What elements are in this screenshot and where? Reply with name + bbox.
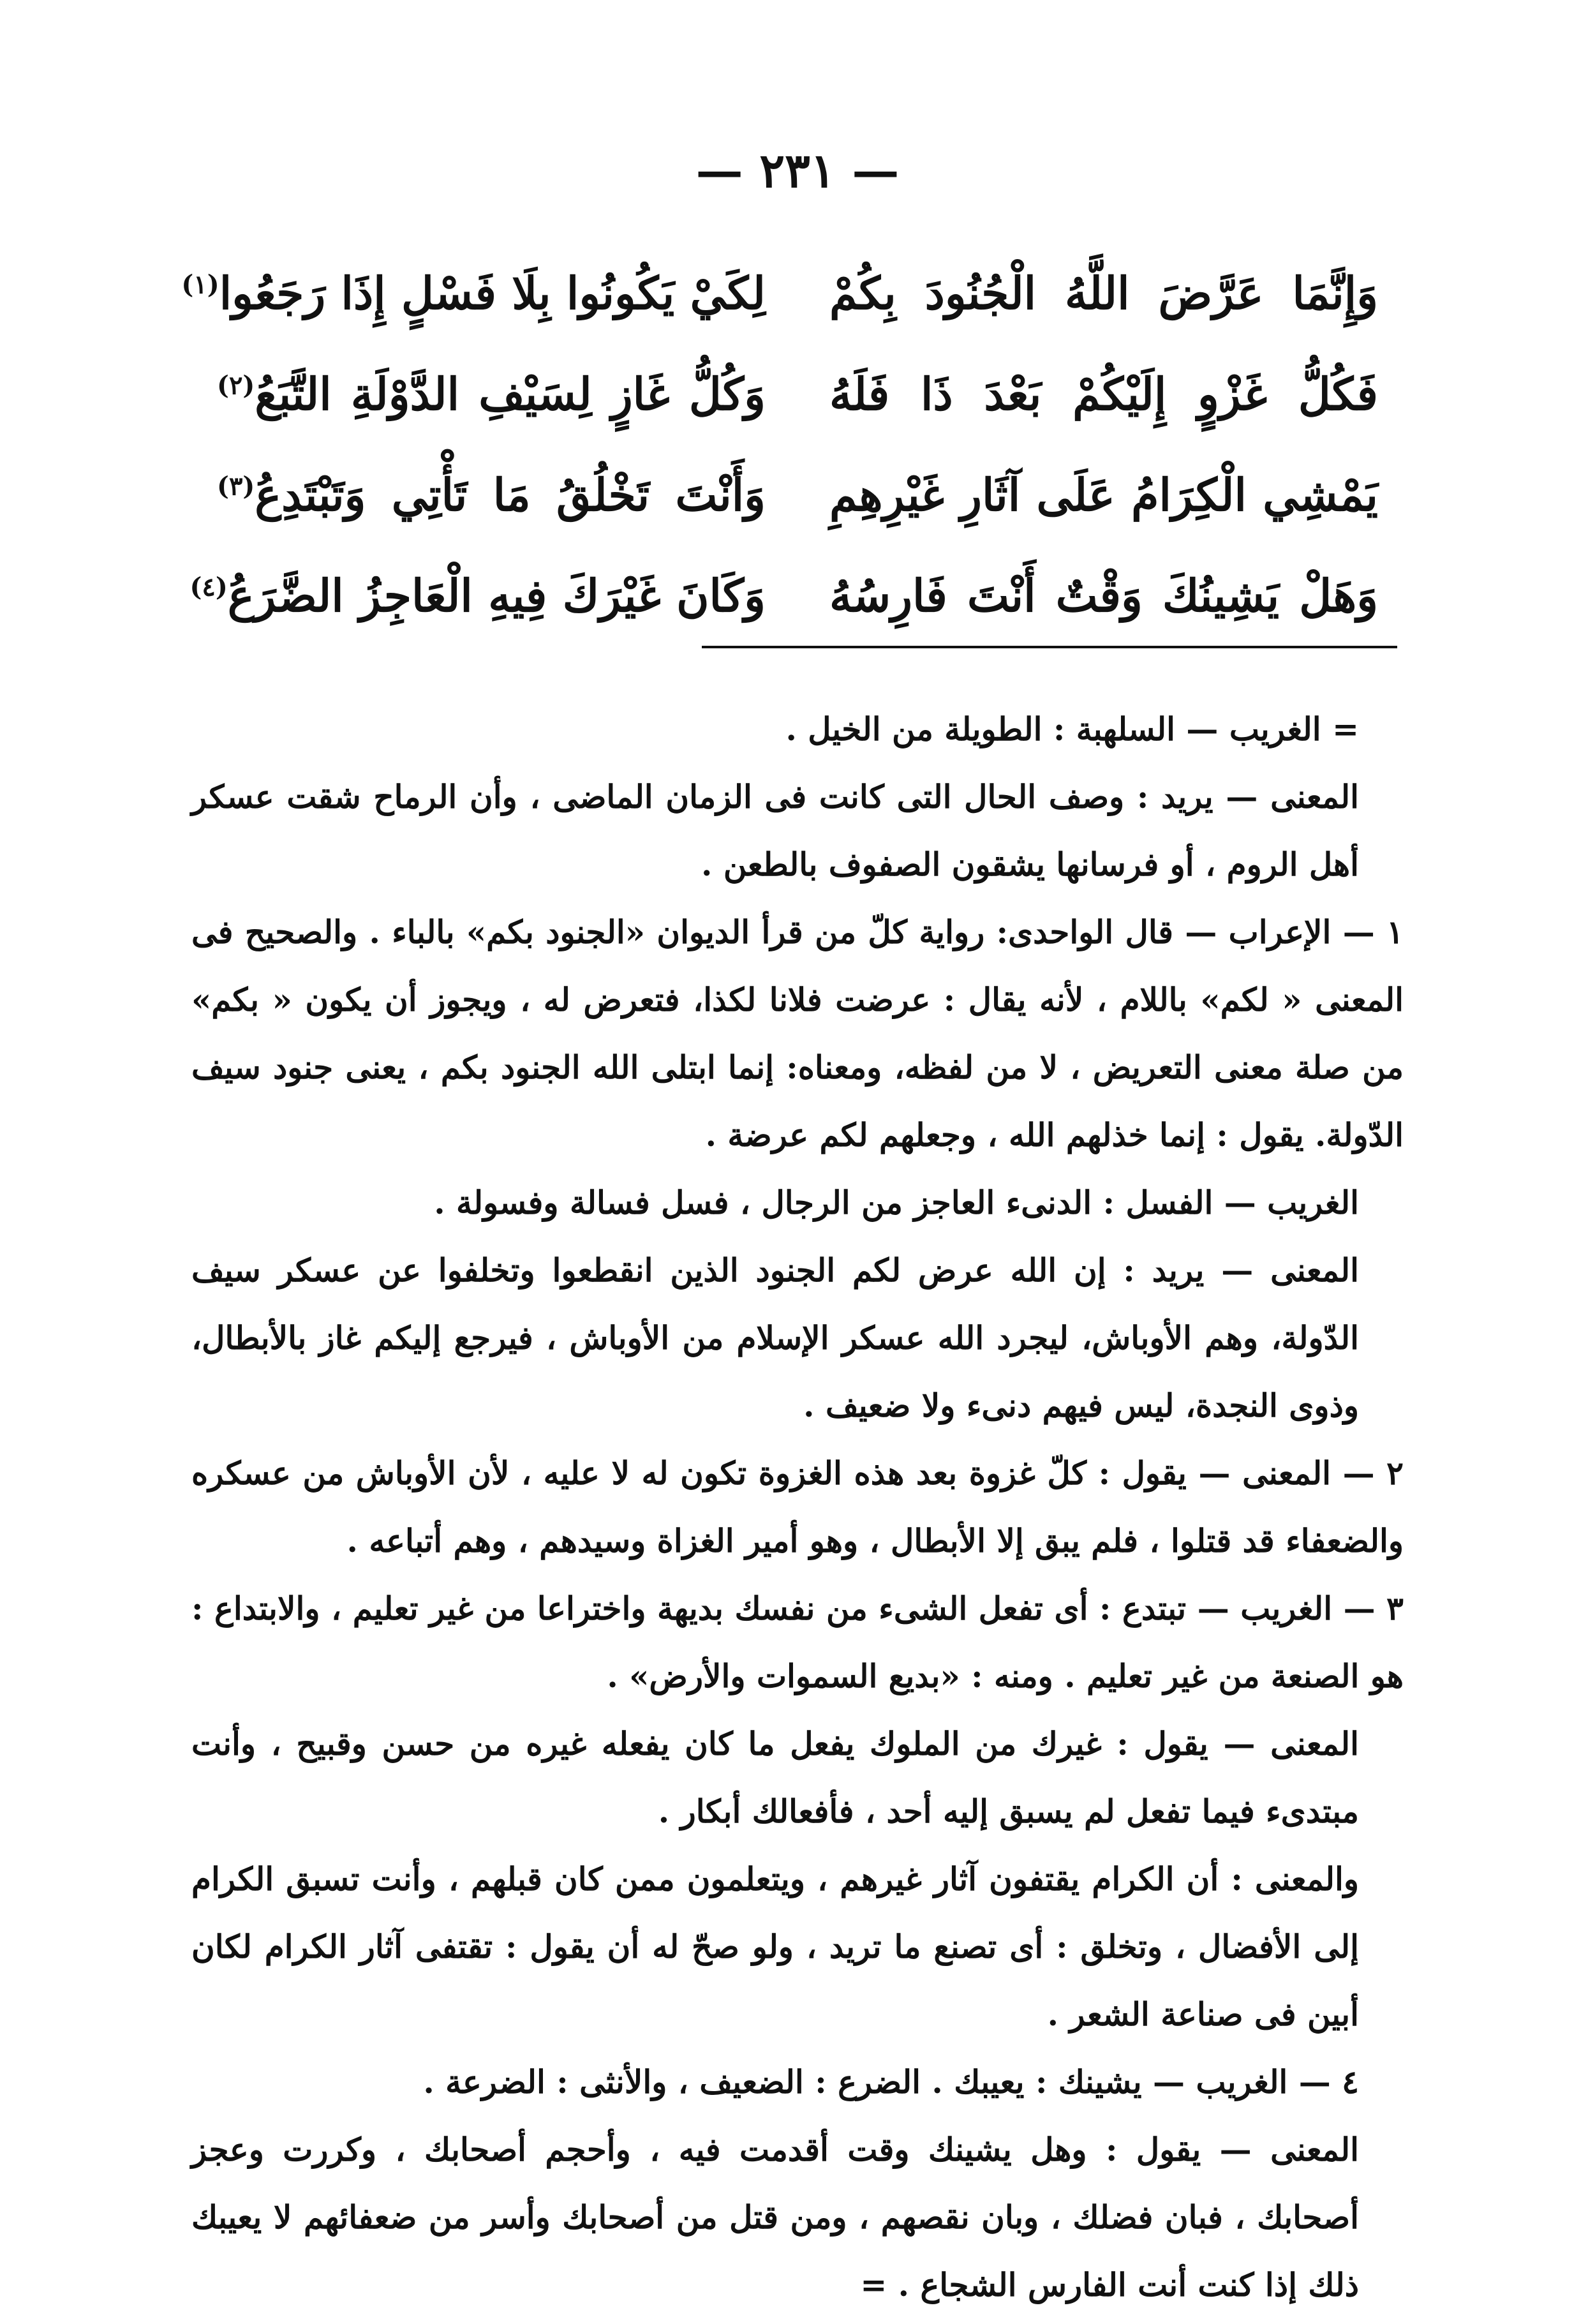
commentary-paragraph: المعنى — يريد : إن الله عرض لكم الجنود الذين انقطعوا وتخلفوا عن عسكر سيف الدّولة، وهم الأوباش، ليجرد الله عسكر الإسلام من الأوباش ، فيرجع إليكم غاز بالأبطال، وذوى النجدة، ليس فيهم دنىء ولا ضعيف . bbox=[191, 1251, 1359, 1424]
separator-rule bbox=[702, 646, 1397, 648]
commentary-paragraph: الغريب — الفسل : الدنىء العاجز من الرجال ، فسل فسالة وفسولة . bbox=[434, 1184, 1359, 1221]
footnote-ref: (٢) bbox=[217, 370, 255, 401]
verse-hemistich-right: فَكُلُّ غَزْوٍ إِلَيْكُمْ بَعْدَ ذَا فَلَهُ bbox=[829, 367, 1378, 421]
commentary-paragraph: ٤ — الغريب — يشينك : يعيبك . الضرع : الضعيف ، والأنثى : الضرعة . bbox=[423, 2063, 1359, 2101]
footnote-ref: (١) bbox=[181, 269, 219, 300]
verse-hemistich-text: لِكَيْ يَكُونُوا بِلَا فَسْلٍ إِذَا رَجَعُوا bbox=[219, 266, 766, 320]
footnote-ref: (٣) bbox=[217, 471, 255, 502]
verses-block bbox=[181, 242, 1378, 646]
verse-line bbox=[217, 343, 1378, 444]
verse-hemistich-right: وَإِنَّمَا عَرَّضَ اللَّهُ الْجُنُودَ بِكُمْ bbox=[829, 266, 1378, 320]
footnote-ref: (٤) bbox=[189, 572, 228, 602]
verse-line bbox=[181, 242, 1378, 343]
verse-hemistich-right: وَهَلْ يَشِينُكَ وَقْتٌ أَنْتَ فَارِسُهُ bbox=[829, 569, 1378, 622]
commentary-paragraph: ١ — الإعراب — قال الواحدى: رواية كلّ من قرأ الديوان «الجنود بكم» بالباء . والصحيح فى المعنى « لكم» باللام ، لأنه يقال : عرضت فلانا لكذا، فتعرض له ، ويجوز أن يكون « بكم» من صلة معنى التعريض ، لا من لفظه، ومعناه: إنما ابتلى الله الجنود بكم ، يعنى جنود سيف الدّولة. يقول : إنما خذلهم الله ، وجعلهم لكم عرضة . bbox=[191, 913, 1404, 1154]
commentary-paragraph: المعنى — يقول : غيرك من الملوك يفعل ما كان يفعله غيره من حسن وقبيح ، وأنت مبتدىء فيما تفعل لم يسبق إليه أحد ، فأفعالك أبكار . bbox=[191, 1725, 1359, 1830]
verse-line bbox=[217, 444, 1378, 545]
verse-hemistich-text: وَكَانَ غَيْرَكَ فِيهِ الْعَاجِزُ الضَّرَعُ bbox=[227, 569, 766, 622]
commentary-paragraph: المعنى — يريد : وصف الحال التى كانت فى الزمان الماضى ، وأن الرماح شقت عسكر أهل الروم ، أو فرسانها يشقون الصفوف بالطعن . bbox=[191, 778, 1359, 883]
verse-hemistich-left bbox=[217, 368, 766, 421]
verse-hemistich-right: يَمْشِي الْكِرَامُ عَلَى آثَارِ غَيْرِهِمِ bbox=[829, 468, 1378, 521]
commentary-block bbox=[191, 696, 1404, 2319]
page-number: — ٢٣١ — bbox=[695, 144, 900, 198]
commentary-paragraph: والمعنى : أن الكرام يقتفون آثار غيرهم ، ويتعلمون ممن كان قبلهم ، وأنت تسبق الكرام إلى الأفضال ، وتخلق : أى تصنع ما تريد ، ولو صحّ له أن يقول : تقتفى آثار الكرام لكان أبين فى صناعة الشعر . bbox=[191, 1860, 1359, 2033]
verse-hemistich-text: وَأَنْتَ تَخْلُقُ مَا تَأْتِي وَتَبْتَدِعُ bbox=[255, 468, 766, 521]
commentary-paragraph: ٢ — المعنى — يقول : كلّ غزوة بعد هذه الغزوة تكون له لا عليه ، لأن الأوباش من عسكره والضعفاء قد قتلوا ، فلم يبق إلا الأبطال ، وهو أمير الغزاة وسيدهم ، وهم أتباعه . bbox=[191, 1454, 1404, 1560]
commentary-paragraph: ٣ — الغريب — تبتدع : أى تفعل الشىء من نفسك بديهة واختراعا من غير تعليم ، والابتداع : هو الصنعة من غير تعليم . ومنه : «بديع السموات والأرض» . bbox=[191, 1590, 1404, 1695]
verse-hemistich-left bbox=[189, 569, 766, 622]
verse-hemistich-left bbox=[217, 468, 766, 521]
verse-hemistich-text: وَكُلُّ غَازٍ لِسَيْفِ الدَّوْلَةِ التَّبَعُ bbox=[255, 367, 766, 421]
commentary-paragraph: المعنى — يقول : وهل يشينك وقت أقدمت فيه ، وأحجم أصحابك ، وكررت وعجز أصحابك ، فبان فضلك ، وبان نقصهم ، ومن قتل من أصحابك وأسر من ضعفائهم لا يعيبك ذلك إذا كنت أنت الفارس الشجاع . = bbox=[191, 2131, 1359, 2304]
commentary-paragraph: = الغريب — السلهبة : الطويلة من الخيل . bbox=[785, 710, 1359, 748]
verse-hemistich-left bbox=[181, 266, 766, 320]
verse-line bbox=[189, 545, 1378, 646]
